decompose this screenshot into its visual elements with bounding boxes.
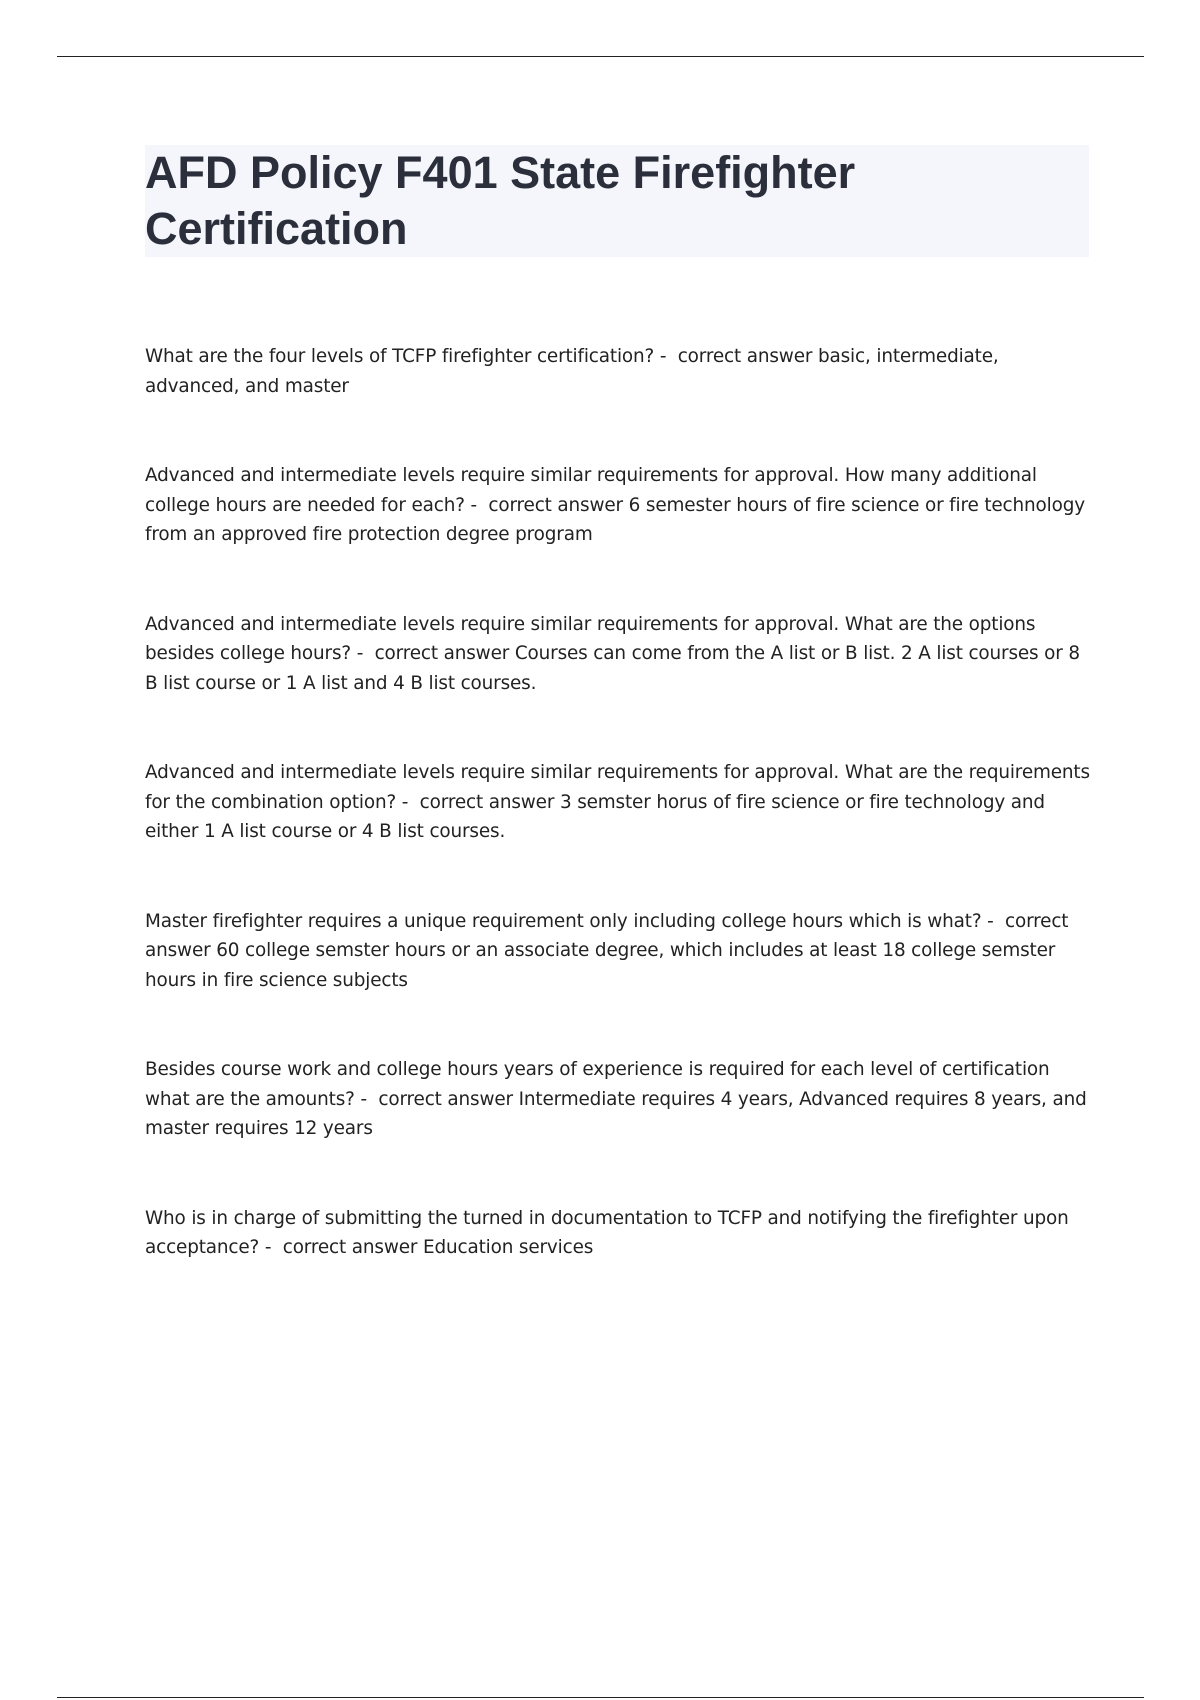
answer-text: 6 semester hours of fire science or fire technology from an approved fire protection degree program — [145, 494, 1085, 545]
question-text: Advanced and intermediate levels require similar requirements for approval. How many additional college hours are needed for each? — [145, 465, 1037, 516]
answer-text: 3 semster horus of fire science or fire technology and either 1 A list course or 4 B list courses. — [145, 791, 1045, 842]
answer-marker: correct answer — [677, 346, 813, 367]
answer-marker: correct answer — [488, 494, 623, 516]
qa-item: Who is in charge of submitting the turned in documentation to TCFP and notifying the firefighter upon acceptance? - correct answer Education services — [145, 1207, 1069, 1258]
qa-item: Advanced and intermediate levels require similar requirements for approval. What are the requirements for the combination option? - correct answer 3 semster horus of fire science or fire technology and either 1 A list course or 4 B list courses. — [145, 762, 1090, 842]
question-text: Master firefighter requires a unique requirement only including college hours which is what? — [145, 910, 982, 932]
title-banner — [145, 145, 1089, 257]
answer-marker: correct answer — [374, 643, 510, 664]
answer-text: basic, intermediate, advanced, and master — [145, 346, 999, 397]
bottom-divider — [57, 1697, 1144, 1698]
answer-text: Intermediate requires 4 years, Advanced requires 8 years, and master requires 12 years — [145, 1088, 1087, 1139]
answer-text: Courses can come from the A list or B list. 2 A list courses or 8 B list course or 1 A list and 4 B list courses. — [145, 643, 1080, 694]
answer-marker: correct answer — [145, 910, 1069, 961]
question-text: Who is in charge of submitting the turned in documentation to TCFP and notifying the firefighter upon acceptance? — [145, 1207, 1069, 1258]
qa-item: Master firefighter requires a unique requirement only including college hours which is what? - correct answer 60 college semster hours or an associate degree, which includes at least 18 college semster hours in fire science subjects — [145, 910, 1069, 991]
qa-item: Advanced and intermediate levels require similar requirements for approval. What are the options besides college hours? - correct answer Courses can come from the A list or B list. 2 A list courses or 8 B list course or 1 A list and 4 B list courses. — [145, 613, 1080, 694]
question-text: Besides course work and college hours years of experience is required for each level of certification what are the amounts? — [145, 1059, 1050, 1110]
answer-marker: correct answer — [282, 1237, 418, 1258]
question-text: Advanced and intermediate levels require similar requirements for approval. What are the requirements for the combination option? — [145, 762, 1090, 813]
qa-item: Besides course work and college hours years of experience is required for each level of certification what are the amounts? - correct answer Intermediate requires 4 years, Advanced requires 8 years, and master requires 12 years — [145, 1059, 1087, 1139]
question-text: What are the four levels of TCFP firefighter certification? — [145, 346, 655, 367]
question-text: Advanced and intermediate levels require similar requirements for approval. What are the options besides college hours? — [145, 613, 1036, 664]
qa-item: What are the four levels of TCFP firefighter certification? - correct answer basic, intermediate, advanced, and master — [145, 346, 999, 397]
page-title: AFD Policy F401 State Firefighter Certification — [145, 147, 856, 254]
answer-marker: correct answer — [419, 791, 555, 813]
answer-text: 60 college semster hours or an associate degree, which includes at least 18 college semster hours in fire science subjects — [145, 940, 1056, 991]
answer-text: Education services — [423, 1237, 594, 1258]
qa-item: Advanced and intermediate levels require similar requirements for approval. How many additional college hours are needed for each? - correct answer 6 semester hours of fire science or fire technology from an approved fire protection degree program — [145, 465, 1085, 545]
answer-marker: correct answer — [378, 1088, 513, 1110]
qa-list — [145, 342, 1095, 1323]
top-divider — [57, 56, 1144, 57]
